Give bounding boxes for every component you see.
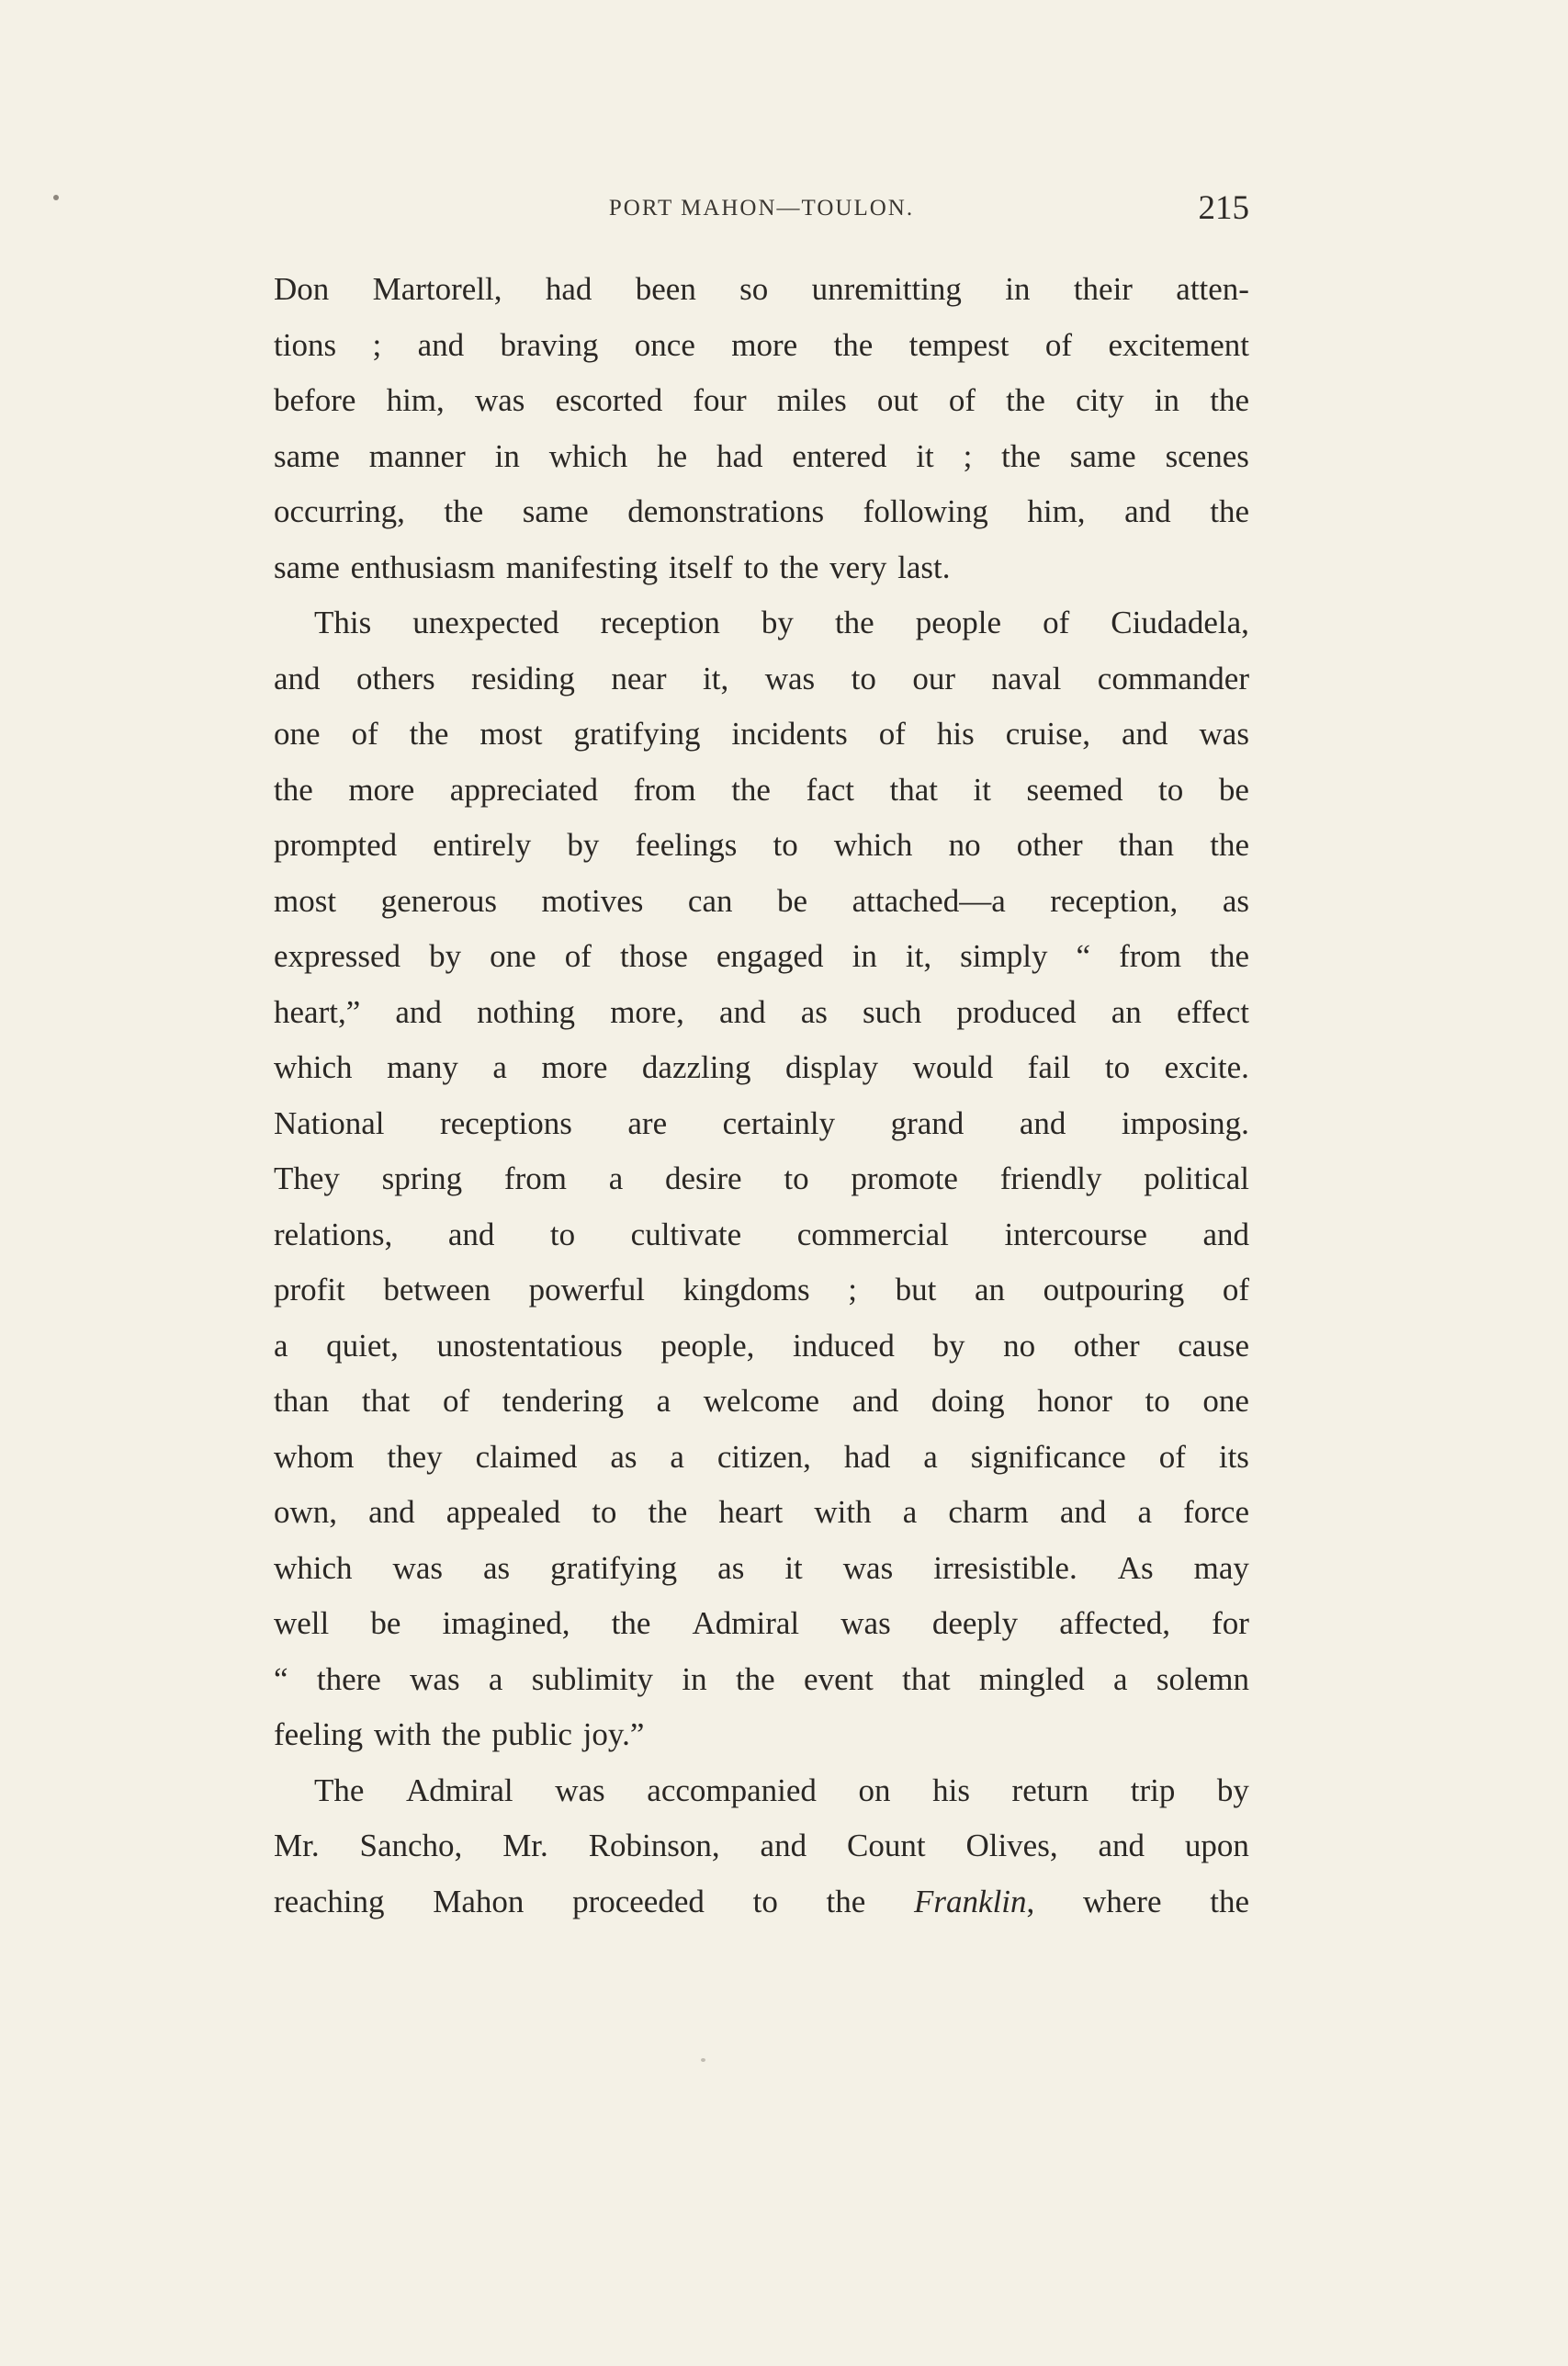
text-line: prompted entirely by feelings to which no other than the — [274, 827, 1249, 863]
text-line: well be imagined, the Admiral was deeply affected, for — [274, 1605, 1249, 1641]
text-line: tions ; and braving once more the tempest of excitement — [274, 326, 1249, 363]
text-line: reaching Mahon proceeded to the Franklin, where the — [274, 1883, 1249, 1919]
text-line: than that of tendering a welcome and doing honor to one — [274, 1383, 1249, 1419]
text-line: one of the most gratifying incidents of his cruise, and was — [274, 716, 1249, 752]
text-line: Mr. Sancho, Mr. Robinson, and Count Olives, and upon — [274, 1828, 1249, 1863]
text-line: heart,” and nothing more, and as such produced an effect — [274, 993, 1249, 1030]
text-line: most generous motives can be attached—a reception, as — [274, 882, 1249, 919]
text-line: feeling with the public joy.” — [274, 1716, 645, 1752]
page-number: 215 — [1198, 189, 1249, 227]
text-line: occurring, the same demonstrations following him, and the — [274, 493, 1249, 529]
text-line: which was as gratifying as it was irresistible. As may — [274, 1549, 1249, 1586]
text-line: Don Martorell, had been so unremitting in their atten- — [274, 271, 1249, 307]
text-line: profit between powerful kingdoms ; but an outpouring of — [274, 1272, 1249, 1308]
text-line: “ there was a sublimity in the event that mingled a solemn — [274, 1660, 1249, 1697]
text-line: relations, and to cultivate commercial intercourse and — [274, 1216, 1249, 1252]
text-line: own, and appealed to the heart with a charm and a force — [274, 1494, 1249, 1530]
text-line: They spring from a desire to promote friendly political — [274, 1160, 1249, 1196]
page-header — [274, 188, 1249, 234]
text-line: The Admiral was accompanied on his return trip by — [314, 1772, 1249, 1808]
paper-speck — [701, 2058, 705, 2062]
body-text — [274, 262, 1249, 1930]
paper-speck — [53, 195, 59, 200]
text-line: same enthusiasm manifesting itself to the very last. — [274, 549, 951, 585]
text-line: which many a more dazzling display would fail to excite. — [274, 1049, 1249, 1085]
text-line: the more appreciated from the fact that it seemed to be — [274, 771, 1249, 808]
text-line: a quiet, unostentatious people, induced by no other cause — [274, 1327, 1249, 1364]
text-line: same manner in which he had entered it ; the same scenes — [274, 437, 1249, 474]
running-head: PORT MAHON—TOULON. — [608, 196, 915, 221]
text-line: before him, was escorted four miles out of the city in the — [274, 382, 1249, 418]
text-line: National receptions are certainly grand and imposing. — [274, 1104, 1249, 1141]
text-line: and others residing near it, was to our naval commander — [274, 660, 1249, 696]
text-line: This unexpected reception by the people of Ciudadela, — [314, 605, 1249, 640]
text-line: whom they claimed as a citizen, had a significance of its — [274, 1438, 1249, 1475]
text-line: expressed by one of those engaged in it, simply “ from the — [274, 938, 1249, 974]
